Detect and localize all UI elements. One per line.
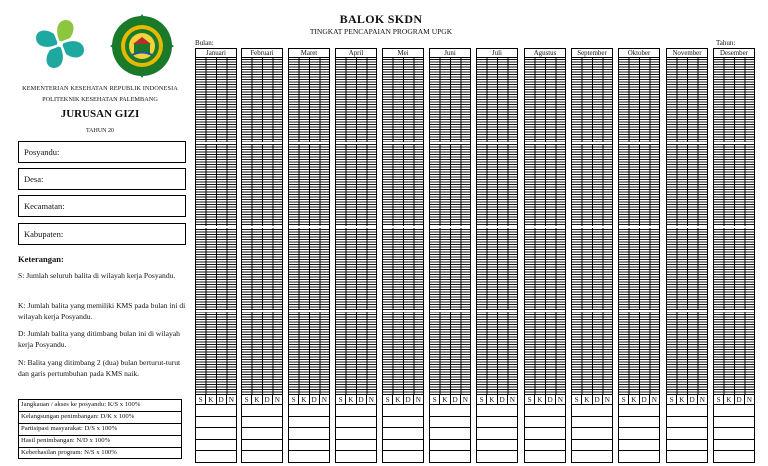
keterangan-title: Keterangan: xyxy=(18,254,64,264)
skdn-letter: N xyxy=(415,396,421,404)
grid-gap xyxy=(619,226,659,228)
month-column xyxy=(524,48,566,463)
percentage-cell[interactable] xyxy=(571,417,613,429)
year-label: TAHUN 20 xyxy=(85,128,115,134)
percentage-cell[interactable] xyxy=(713,451,755,463)
month-column xyxy=(288,48,330,463)
percentage-cell[interactable] xyxy=(429,417,471,429)
desa-field[interactable]: Desa: xyxy=(18,168,186,190)
bulan-label: Bulan: xyxy=(195,39,214,47)
percentage-cell[interactable] xyxy=(524,417,566,429)
percentage-cell[interactable] xyxy=(666,451,708,463)
skdn-letter: S xyxy=(383,395,393,404)
grid-gap xyxy=(430,226,470,228)
month-header: November xyxy=(666,48,708,58)
skdn-letter: K xyxy=(299,395,309,404)
grid-gap xyxy=(714,310,754,312)
skdn-letter: S xyxy=(667,395,677,404)
percentage-cell[interactable] xyxy=(382,451,424,463)
skdn-letter: N xyxy=(746,396,752,404)
percentage-cell[interactable] xyxy=(429,440,471,452)
month-column xyxy=(241,48,283,463)
grid-gap xyxy=(289,310,329,312)
percentage-cell[interactable] xyxy=(195,417,237,429)
tahun-label: Tahun: xyxy=(716,39,736,47)
percentage-cell[interactable] xyxy=(288,405,330,417)
skdn-letter-row xyxy=(571,395,613,405)
grid-gap xyxy=(667,310,707,312)
percentage-cell[interactable] xyxy=(524,428,566,440)
skdn-letter: N xyxy=(228,396,234,404)
skdn-letter: N xyxy=(509,396,515,404)
month-header: Juni xyxy=(429,48,471,58)
skdn-letter: D xyxy=(357,395,367,404)
month-header: Mei xyxy=(382,48,424,58)
percentage-cell[interactable] xyxy=(524,405,566,417)
skdn-letter: N xyxy=(604,396,610,404)
grid-gap xyxy=(242,142,282,144)
keterangan-s: S: Jumlah seluruh balita di wilayah kerja Posyandu. xyxy=(18,271,176,280)
percentage-cell[interactable] xyxy=(618,417,660,429)
percentage-cell[interactable] xyxy=(713,405,755,417)
month-column xyxy=(476,48,518,463)
poltekkes-palembang-logo-icon xyxy=(110,14,174,78)
skdn-letter: D xyxy=(404,395,414,404)
month-header: Januari xyxy=(195,48,237,58)
keterangan-n: N: Balita yang ditimbang 2 (dua) bulan berturut-turut dan garis pertumbuhan pada KMS naik. xyxy=(18,358,181,378)
grid-gap xyxy=(196,226,236,228)
percentage-cell[interactable] xyxy=(382,417,424,429)
skdn-bar-grid[interactable] xyxy=(713,58,755,395)
skdn-letter: S xyxy=(289,395,299,404)
skdn-letter: K xyxy=(252,395,262,404)
percentage-cell[interactable] xyxy=(195,451,237,463)
grid-gap xyxy=(477,226,517,228)
percentage-cell[interactable] xyxy=(666,428,708,440)
skdn-letter: K xyxy=(206,395,216,404)
grid-gap xyxy=(667,142,707,144)
kemenkes-logo-icon xyxy=(30,14,90,74)
ministry-name: KEMENTERIAN KESEHATAN REPUBLIK INDONESIA xyxy=(22,85,178,92)
month-column xyxy=(195,48,237,463)
grid-gap xyxy=(714,226,754,228)
percentage-cell[interactable] xyxy=(476,440,518,452)
skdn-bar-grid[interactable] xyxy=(335,58,377,395)
skdn-letter: S xyxy=(619,395,629,404)
percentage-cell[interactable] xyxy=(476,417,518,429)
percentage-cell[interactable] xyxy=(476,451,518,463)
grid-gap xyxy=(572,226,612,228)
skdn-letter: K xyxy=(677,395,687,404)
grid-gap xyxy=(572,310,612,312)
month-header: Agustus xyxy=(524,48,566,58)
percentage-cell[interactable] xyxy=(713,428,755,440)
page-subtitle: TINGKAT PENCAPAIAN PROGRAM UPGK xyxy=(309,27,453,36)
month-column xyxy=(618,48,660,463)
grid-gap xyxy=(430,310,470,312)
month-header: September xyxy=(571,48,613,58)
skdn-letter: D xyxy=(735,395,745,404)
skdn-letter: D xyxy=(263,395,273,404)
month-header: Juli xyxy=(476,48,518,58)
skdn-letter: K xyxy=(535,395,545,404)
grid-gap xyxy=(714,142,754,144)
grid-gap xyxy=(572,142,612,144)
month-header: April xyxy=(335,48,377,58)
logo-area xyxy=(30,14,180,80)
skdn-letter: D xyxy=(451,395,461,404)
skdn-letter-row xyxy=(476,395,518,405)
formula-row: Kelangsungan penimbangan: D/K x 100% xyxy=(19,412,181,424)
grid-gap xyxy=(242,226,282,228)
grid-gap xyxy=(336,226,376,228)
percentage-cell[interactable] xyxy=(571,440,613,452)
institution-name: POLITEKNIK KESEHATAN PALEMBANG xyxy=(42,96,158,103)
skdn-letter: D xyxy=(593,395,603,404)
formula-row: Jangkauan / akses ke posyandu: K/S x 100% xyxy=(19,400,181,412)
skdn-letter: S xyxy=(242,395,252,404)
grid-gap xyxy=(525,142,565,144)
skdn-letter: S xyxy=(336,395,346,404)
skdn-letter: K xyxy=(440,395,450,404)
percentage-cell[interactable] xyxy=(241,440,283,452)
skdn-letter: N xyxy=(651,396,657,404)
skdn-letter: N xyxy=(557,396,563,404)
grid-gap xyxy=(289,142,329,144)
month-column xyxy=(335,48,377,463)
percentage-cell[interactable] xyxy=(571,428,613,440)
formula-row: Hasil penimbangan: N/D x 100% xyxy=(19,436,181,448)
formula-row: Keberhasilan program: N/S x 100% xyxy=(21,449,117,456)
grid-gap xyxy=(336,310,376,312)
grid-gap xyxy=(242,310,282,312)
skdn-letter: D xyxy=(498,395,508,404)
grid-gap xyxy=(383,142,423,144)
grid-gap xyxy=(196,310,236,312)
percentage-cell[interactable] xyxy=(288,428,330,440)
skdn-letter-row xyxy=(382,395,424,405)
grid-gap xyxy=(619,310,659,312)
month-header: Maret xyxy=(288,48,330,58)
skdn-letter-row xyxy=(618,395,660,405)
percentage-cell[interactable] xyxy=(713,417,755,429)
percentage-cell[interactable] xyxy=(429,428,471,440)
percentage-cell[interactable] xyxy=(335,440,377,452)
department-name: JURUSAN GIZI xyxy=(60,108,140,120)
percentage-cell[interactable] xyxy=(288,451,330,463)
percentage-cell[interactable] xyxy=(618,440,660,452)
percentage-cell[interactable] xyxy=(618,405,660,417)
month-column xyxy=(666,48,708,463)
skdn-letter: N xyxy=(699,396,705,404)
percentage-cell[interactable] xyxy=(195,440,237,452)
grid-gap xyxy=(525,226,565,228)
grid-gap xyxy=(477,142,517,144)
skdn-letter: N xyxy=(321,396,327,404)
formula-table xyxy=(18,399,182,459)
skdn-bar-grid[interactable] xyxy=(429,58,471,395)
percentage-cell[interactable] xyxy=(618,451,660,463)
month-column xyxy=(713,48,755,463)
percentage-cell[interactable] xyxy=(571,451,613,463)
grid-gap xyxy=(430,142,470,144)
skdn-letter-row xyxy=(241,395,283,405)
skdn-bar-grid[interactable] xyxy=(618,58,660,395)
percentage-cell[interactable] xyxy=(241,451,283,463)
skdn-letter: K xyxy=(487,395,497,404)
percentage-cell[interactable] xyxy=(476,405,518,417)
skdn-bar-grid[interactable] xyxy=(288,58,330,395)
percentage-cell[interactable] xyxy=(195,428,237,440)
skdn-letter-row xyxy=(713,395,755,405)
percentage-cell[interactable] xyxy=(713,440,755,452)
skdn-letter: D xyxy=(217,395,227,404)
percentage-cell[interactable] xyxy=(241,428,283,440)
percentage-cell[interactable] xyxy=(288,440,330,452)
percentage-cell[interactable] xyxy=(382,428,424,440)
skdn-letter: N xyxy=(462,396,468,404)
skdn-bar-grid[interactable] xyxy=(666,58,708,395)
skdn-letter: S xyxy=(572,395,582,404)
grid-gap xyxy=(619,142,659,144)
skdn-bar-grid[interactable] xyxy=(524,58,566,395)
grid-gap xyxy=(383,226,423,228)
skdn-letter: S xyxy=(196,395,206,404)
percentage-cell[interactable] xyxy=(335,428,377,440)
skdn-letter: K xyxy=(346,395,356,404)
keterangan-k: K: Jumlah balita yang memiliki KMS pada bulan ini di wilayah kerja Posyandu. xyxy=(18,301,186,321)
percentage-cell[interactable] xyxy=(571,405,613,417)
month-header: Oktober xyxy=(618,48,660,58)
formula-row: Partisipasi masyarakat: D/S x 100% xyxy=(19,424,181,436)
month-column xyxy=(382,48,424,463)
skdn-letter-row xyxy=(666,395,708,405)
skdn-letter: N xyxy=(274,396,280,404)
percentage-cell[interactable] xyxy=(382,440,424,452)
skdn-letter: K xyxy=(629,395,639,404)
percentage-cell[interactable] xyxy=(429,451,471,463)
skdn-letter: K xyxy=(582,395,592,404)
kabupaten-field[interactable]: Kabupaten: xyxy=(18,223,186,245)
page-title: BALOK SKDN xyxy=(339,12,423,26)
grid-gap xyxy=(525,310,565,312)
skdn-bar-grid[interactable] xyxy=(476,58,518,395)
grid-gap xyxy=(289,226,329,228)
skdn-letter: N xyxy=(368,396,374,404)
skdn-letter: S xyxy=(477,395,487,404)
percentage-cell[interactable] xyxy=(195,405,237,417)
kecamatan-field[interactable]: Kecamatan: xyxy=(18,195,186,217)
skdn-letter: K xyxy=(724,395,734,404)
skdn-letter: S xyxy=(430,395,440,404)
grid-gap xyxy=(336,142,376,144)
skdn-bar-grid[interactable] xyxy=(571,58,613,395)
percentage-cell[interactable] xyxy=(288,417,330,429)
skdn-letter: D xyxy=(546,395,556,404)
percentage-cell[interactable] xyxy=(382,405,424,417)
skdn-letter: D xyxy=(310,395,320,404)
skdn-bar-grid[interactable] xyxy=(382,58,424,395)
percentage-cell[interactable] xyxy=(241,405,283,417)
skdn-letter-row xyxy=(195,395,237,405)
percentage-cell[interactable] xyxy=(618,428,660,440)
percentage-cell[interactable] xyxy=(335,417,377,429)
month-column xyxy=(429,48,471,463)
skdn-letter-row xyxy=(288,395,330,405)
grid-gap xyxy=(477,310,517,312)
keterangan-d: D: Jumlah balita yang ditimbang bulan ini di wilayah kerja Posyandu. xyxy=(18,329,180,349)
posyandu-field[interactable]: Posyandu: xyxy=(18,141,186,163)
skdn-letter: S xyxy=(714,395,724,404)
percentage-cell[interactable] xyxy=(335,405,377,417)
skdn-letter-row xyxy=(524,395,566,405)
percentage-cell[interactable] xyxy=(524,451,566,463)
skdn-letter: K xyxy=(393,395,403,404)
percentage-cell[interactable] xyxy=(241,417,283,429)
percentage-cell[interactable] xyxy=(524,440,566,452)
skdn-letter-row xyxy=(429,395,471,405)
skdn-letter: S xyxy=(525,395,535,404)
grid-gap xyxy=(196,142,236,144)
month-header: Desember xyxy=(713,48,755,58)
skdn-letter: D xyxy=(688,395,698,404)
percentage-cell[interactable] xyxy=(666,440,708,452)
percentage-cell[interactable] xyxy=(429,405,471,417)
skdn-bar-grid[interactable] xyxy=(241,58,283,395)
skdn-letter-row xyxy=(335,395,377,405)
grid-gap xyxy=(383,310,423,312)
skdn-bar-grid[interactable] xyxy=(195,58,237,395)
percentage-cell[interactable] xyxy=(476,428,518,440)
percentage-cell[interactable] xyxy=(666,405,708,417)
month-header: Februari xyxy=(241,48,283,58)
skdn-letter: D xyxy=(640,395,650,404)
percentage-cell[interactable] xyxy=(666,417,708,429)
grid-gap xyxy=(667,226,707,228)
month-column xyxy=(571,48,613,463)
percentage-cell[interactable] xyxy=(335,451,377,463)
